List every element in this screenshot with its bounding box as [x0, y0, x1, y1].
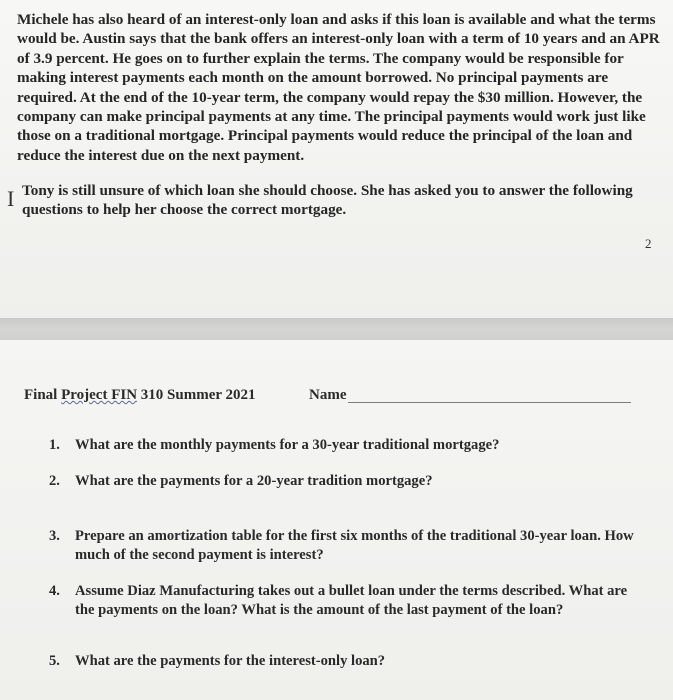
question-text: Assume Diaz Manufacturing takes out a bullet loan under the terms described. What are the payments on the loan? What is the amount of the last payment of the loan?	[75, 583, 628, 618]
text-cursor-icon: I	[7, 186, 15, 211]
page-separator	[0, 318, 673, 340]
header-prefix: Final	[24, 387, 62, 403]
project-header	[24, 387, 256, 404]
question-text: What are the monthly payments for a 30-year traditional mortgage?	[75, 437, 500, 453]
question-number: 1.	[49, 437, 60, 453]
question-number: 2.	[49, 473, 60, 489]
question-3	[49, 527, 649, 565]
paragraph-questions-intro: Tony is still unsure of which loan she should choose. She has asked you to answer the following questions to help her choose the correct mortgage.	[22, 182, 633, 219]
paragraph-interest-only-loan: Michele has also heard of an interest-only loan and asks if this loan is available and what the terms would be. Austin says that the bank offers an interest-only loan with a term of 10 years and an APR of 3.9 percent. He goes on to further explain the terms. The company would be responsible for making interest payments each month on the amount borrowed. No principal payments are required. At the end of the 10-year term, the company would repay the $30 million. However, the company can make principal payments at any time. The principal payments would work just like those on a traditional mortgage. Principal payments would reduce the principal of the loan and reduce the interest due on the next payment.	[17, 11, 660, 164]
page-number: 2	[645, 236, 652, 251]
header-underlined: Project FIN	[61, 387, 138, 403]
name-label: Name	[309, 387, 347, 403]
name-field-line	[348, 402, 631, 403]
question-text: Prepare an amortization table for the first six months of the traditional 30-year loan. How much of the second payment is interest?	[75, 528, 634, 563]
question-number: 4.	[49, 583, 60, 599]
header-suffix: 310 Summer 2021	[137, 387, 256, 403]
question-text: What are the payments for the interest-only loan?	[75, 653, 386, 669]
question-2	[49, 472, 649, 491]
question-4	[49, 582, 649, 620]
question-number: 5.	[49, 653, 60, 669]
question-text: What are the payments for a 20-year tradition mortgage?	[75, 473, 433, 489]
question-1	[49, 436, 649, 455]
question-5	[49, 652, 649, 671]
question-number: 3.	[49, 528, 60, 544]
